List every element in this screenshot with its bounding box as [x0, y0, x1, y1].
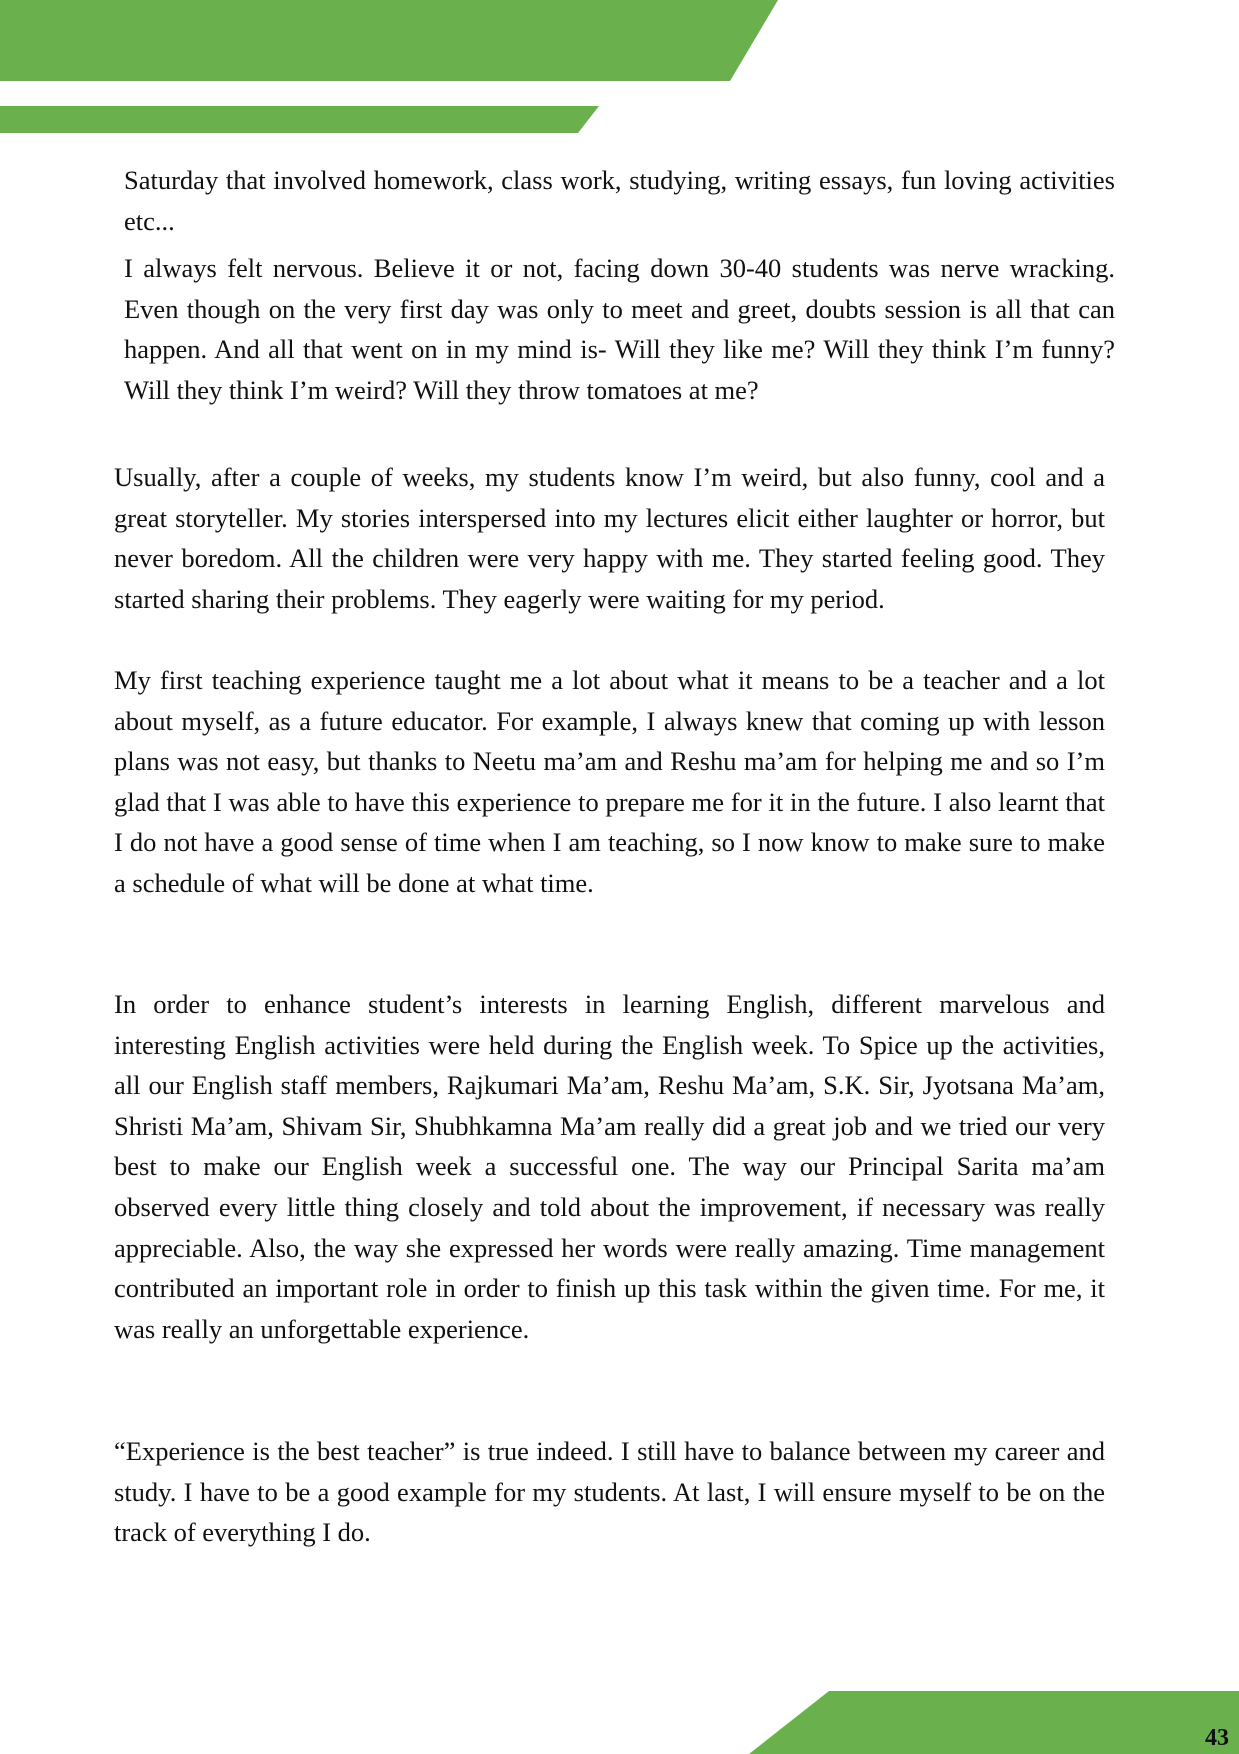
- header-band-top: [0, 0, 780, 82]
- paragraph-first-experience: My first teaching experience taught me a lot about what it means to be a teacher and a lot about myself, as a future educator. For example, I always knew that coming up with lesson plans was not easy, but thanks to Neetu ma’am and Reshu ma’am for helping me and so I’m glad that I was able to have this experience to prepare me for it in the future. I also learnt that I do not have a good sense of time when I am teaching, so I now know to make sure to make a schedule of what will be done at what time.: [114, 665, 1105, 898]
- header-band-bottom: [0, 106, 600, 134]
- footer-band: [749, 1691, 1239, 1754]
- page-number: 43: [1205, 1725, 1229, 1751]
- paragraph-conclusion: “Experience is the best teacher” is true indeed. I still have to balance between my career and study. I have to be a good example for my students. At last, I will ensure myself to be on the track of everything I do.: [114, 1436, 1105, 1548]
- paragraph-english-week: In order to enhance student’s interests in learning English, different marvelous and interesting English activities were held during the English week. To Spice up the activities, all our English staff members, Rajkumari Ma’am, Reshu Ma’am, S.K. Sir, Jyotsana Ma’am, Shristi Ma’am, Shivam Sir, Shubhkamna Ma’am really did a great job and we tried our very best to make our English week a successful one. The way our Principal Sarita ma’am observed every little thing closely and told about the improvement, if necessary was really appreciable. Also, the way she expressed her words were really amazing. Time management contributed an important role in order to finish up this task within the given time. For me, it was really an unforgettable experience.: [114, 989, 1105, 1344]
- paragraph-nervous: I always felt nervous. Believe it or not, facing down 30-40 students was nerve wracking. Even though on the very first day was only to meet and greet, doubts session is all that can happen. And all that went on in my mind is- Will they like me? Will they think I’m funny? Will they think I’m weird? Will they throw tomatoes at me?: [124, 253, 1115, 405]
- paragraph-continuation: Saturday that involved homework, class work, studying, writing essays, fun loving activities etc...: [124, 165, 1115, 236]
- paragraph-students: Usually, after a couple of weeks, my students know I’m weird, but also funny, cool and a great storyteller. My stories interspersed into my lectures elicit either laughter or horror, but never boredom. All the children were very happy with me. They started feeling good. They started sharing their problems. They eagerly were waiting for my period.: [114, 462, 1105, 614]
